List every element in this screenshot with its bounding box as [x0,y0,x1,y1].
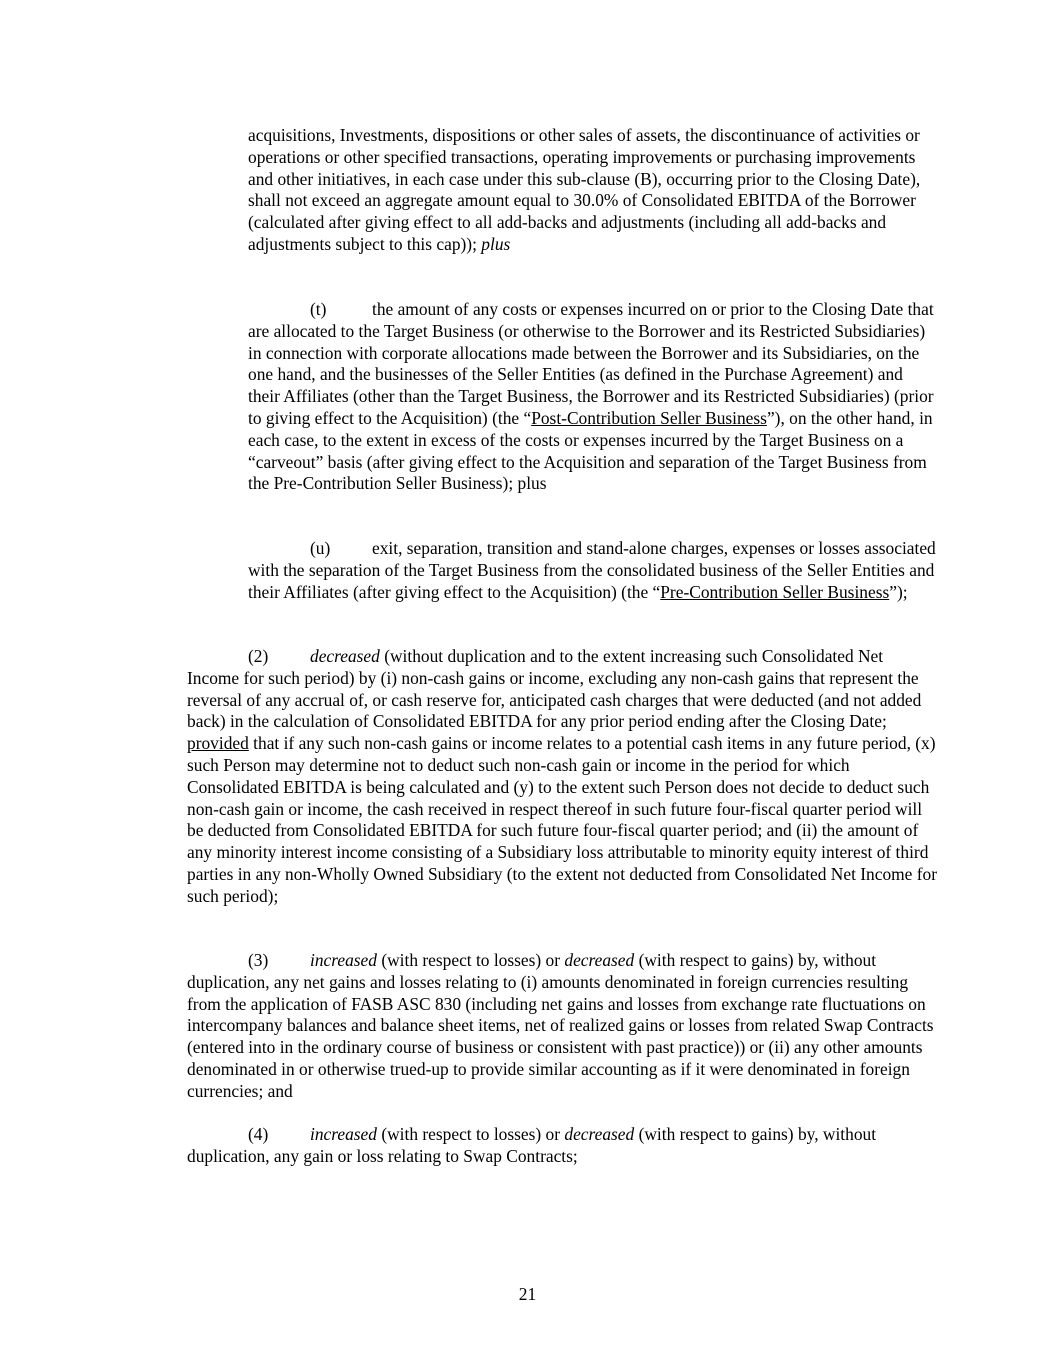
paragraph-clause-t [248,299,938,495]
clause-4-text-a: (with respect to losses) or [376,1124,565,1144]
plus-connector: plus [481,233,511,254]
clause-t-text-a: the amount of any costs or expenses incurred on or prior to the Closing Date that are allocated to the Target Business (or otherwise to the Borrower and its Restricted Subsidiaries) in connection with corporate allocations made between the Borrower and its Subsidiaries, on the one hand, and the businesses of the Seller Entities (as defined in the Purchase Agreement) and their Affiliates (other than the Target Business, the Borrower and its Restricted Subsidiaries) (prior to giving effect to the Acquisition) (the “ [248,299,934,428]
clause-4-emphasis-increased: increased [310,1124,377,1144]
clause-3-text-a: (with respect to losses) or [376,950,565,970]
page-number: 21 [518,1284,537,1304]
clause-3-text-b: (with respect to gains) by, without duplication, any net gains and losses relating to (i) amounts denominated in foreign currencies resulting from the application of FASB ASC 830 (including net gains and losses from exchange rate fluctuations on intercompany balances and balance sheet items, net of realized gains or losses from related Swap Contracts (entered into in the ordinary course of business or consistent with past practice)) or (ii) any other amounts denominated in or otherwise trued-up to provide similar accounting as if it were denominated in foreign currencies; and [187,950,934,1101]
clause-t-text-b: ”), on the other hand, in each case, to the extent in excess of the costs or expenses incurred by the Target Business on a “carveout” basis (after giving effect to the Acquisition and separation of the Target Business from the Pre-Contribution Seller Business); plus [248,407,933,494]
clause-t-number: (t) [310,299,327,319]
paragraph-continuation-text: acquisitions, Investments, dispositions or other sales of assets, the discontinuance of activities or operations or other specified transactions, operating improvements or purchasing improvements and other initiatives, in each case under this sub-clause (B), occurring prior to the Closing Date), shall not exceed an aggregate amount equal to 30.0% of Consolidated EBITDA of the Borrower (calculated after giving effect to all add-backs and adjustments (including all add-backs and adjustments subject to this cap)); [248,125,921,254]
paragraph-clause-4 [187,1124,938,1168]
defined-term-post-contribution: Post-Contribution Seller Business [531,407,767,428]
clause-2-emphasis: decreased [310,646,380,666]
clause-4-emphasis-decreased: decreased [564,1124,635,1144]
clause-3-number: (3) [248,950,269,970]
provided-term: provided [187,733,249,754]
defined-term-pre-contribution: Pre-Contribution Seller Business [660,581,890,602]
clause-2-number: (2) [248,646,269,666]
clause-4-text-b: (with respect to gains) by, without duplication, any gain or loss relating to Swap Contracts; [187,1124,877,1166]
paragraph-clause-3 [187,950,938,1103]
clause-2-text-b: that if any such non-cash gains or income relates to a potential cash items in any future period, (x) such Person may determine not to deduct such non-cash gain or income in the period for which Consolidated EBITDA is being calculated and (y) to the extent such Person does not decide to deduct such non-cash gain or income, the cash received in respect thereof in such future four-fiscal quarter period will be deducted from Consolidated EBITDA for such future four-fiscal quarter period; and (ii) the amount of any minority interest income consisting of a Subsidiary loss attributable to minority equity interest of third parties in any non-Wholly Owned Subsidiary (to the extent not deducted from Consolidated Net Income for such period); [187,733,938,906]
clause-u-number: (u) [310,538,331,558]
clause-2-text-a: (without duplication and to the extent increasing such Consolidated Net Income for such period) by (i) non-cash gains or income, excluding any non-cash gains that represent the reversal of any accrual of, or cash reserve for, anticipated cash charges that were deducted (and not added back) in the calculation of Consolidated EBITDA for any prior period ending after the Closing Date; [187,646,922,732]
clause-4-number: (4) [248,1124,269,1144]
clause-u-text-b: ”); [889,581,908,602]
clause-3-emphasis-increased: increased [310,950,377,970]
clause-u-text-a: exit, separation, transition and stand-alone charges, expenses or losses associated with the separation of the Target Business from the consolidated business of the Seller Entities and their Affiliates (after giving effect to the Acquisition) (the “ [248,538,936,602]
paragraph-clause-u [248,538,938,603]
clause-3-emphasis-decreased: decreased [564,950,635,970]
paragraph-clause-2 [187,646,938,908]
paragraph-continuation [248,125,938,256]
